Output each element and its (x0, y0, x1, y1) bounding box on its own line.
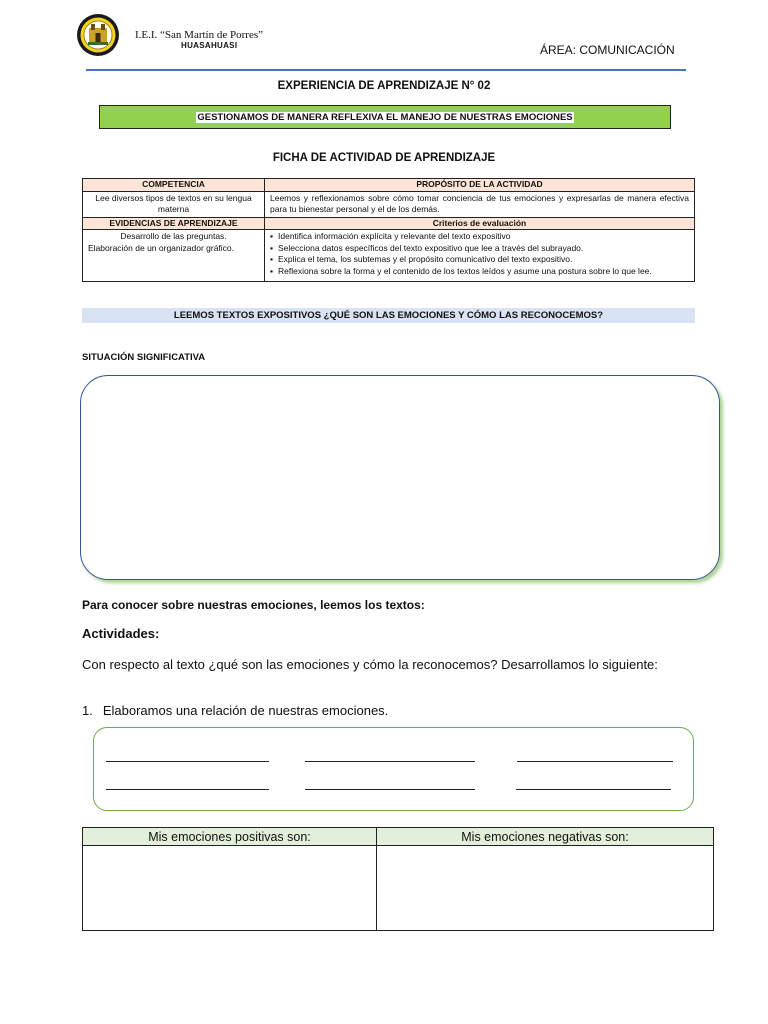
criterio-item: ▪ Explica el tema, los subtemas y el propósito comunicativo del texto expositivo. (270, 254, 573, 264)
answer-line[interactable] (305, 789, 475, 790)
reading-title-bar: LEEMOS TEXTOS EXPOSITIVOS ¿QUÉ SON LAS EMOCIONES Y CÓMO LAS RECONOCEMOS? (82, 308, 695, 323)
answer-line[interactable] (106, 789, 269, 790)
item-number: 1. (82, 703, 93, 718)
activity-item-1 (82, 703, 388, 718)
emotions-table (82, 827, 714, 931)
negative-emotions-header: Mis emociones negativas son: (377, 828, 714, 846)
header-evidencias: EVIDENCIAS DE APRENDIZAJE (83, 217, 265, 230)
school-crest-logo (76, 13, 120, 57)
header-criterios: Criterios de evaluación (265, 217, 695, 230)
situation-label: SITUACIÓN SIGNIFICATIVA (82, 352, 206, 363)
ficha-title: FICHA DE ACTIVIDAD DE APRENDIZAJE (272, 152, 496, 164)
situation-box (80, 375, 720, 580)
criterios-cell (265, 230, 695, 282)
experience-title: EXPERIENCIA DE APRENDIZAJE N° 02 (277, 80, 491, 92)
criterio-item: ▪ Selecciona datos específicos del texto expositivo que lee a través del subrayado. (270, 242, 584, 253)
question-text: Con respecto al texto ¿qué son las emociones y cómo la reconocemos? Desarrollamos lo siguiente: (82, 657, 658, 672)
school-name: I.E.I. “San Martín de Porres” (135, 29, 263, 41)
intro-text: Para conocer sobre nuestras emociones, leemos los textos: (82, 598, 425, 612)
area-label: ÁREA: COMUNICACIÓN (540, 43, 675, 57)
evidencia-item: Elaboración de un organizador gráfico. (88, 242, 235, 253)
criterio-item: ▪ Identifica información explícita y relevante del texto expositivo (270, 231, 511, 241)
evidencias-cell (83, 230, 265, 282)
experience-subtitle-bar (99, 105, 671, 129)
experience-subtitle: GESTIONAMOS DE MANERA REFLEXIVA EL MANEJO DE NUESTRAS EMOCIONES (197, 111, 573, 123)
evidencia-item: Desarrollo de las preguntas. (120, 231, 227, 241)
header-proposito: PROPÓSITO DE LA ACTIVIDAD (265, 179, 695, 192)
answer-line[interactable] (516, 789, 671, 790)
school-location: HUASAHUASI (181, 41, 238, 50)
answer-line[interactable] (106, 761, 269, 762)
positive-emotions-header: Mis emociones positivas son: (83, 828, 377, 846)
answer-line[interactable] (305, 761, 475, 762)
bullet-icon: ▪ (270, 265, 274, 276)
proposito-cell: Leemos y reflexionamos sobre cómo tomar conciencia de tus emociones y expresarlas de manera efectiva para tu bienestar personal y el de los demás. (265, 191, 695, 217)
header-divider (86, 69, 686, 71)
negative-emotions-cell[interactable] (377, 846, 714, 931)
header-competencia: COMPETENCIA (83, 179, 265, 192)
answer-line[interactable] (517, 761, 673, 762)
bullet-icon: ▪ (270, 231, 274, 241)
competencia-cell: Lee diversos tipos de textos en su lengua materna (83, 191, 265, 217)
bullet-icon: ▪ (270, 254, 274, 264)
criterio-item: ▪ Reflexiona sobre la forma y el contenido de los textos leídos y asume una postura sobre lo que lee. (270, 265, 652, 276)
emotions-answer-box (93, 727, 694, 811)
activities-heading: Actividades: (82, 626, 160, 641)
positive-emotions-cell[interactable] (83, 846, 377, 931)
bullet-icon: ▪ (270, 242, 274, 253)
item-text: Elaboramos una relación de nuestras emociones. (102, 703, 389, 718)
competency-table (82, 178, 695, 282)
